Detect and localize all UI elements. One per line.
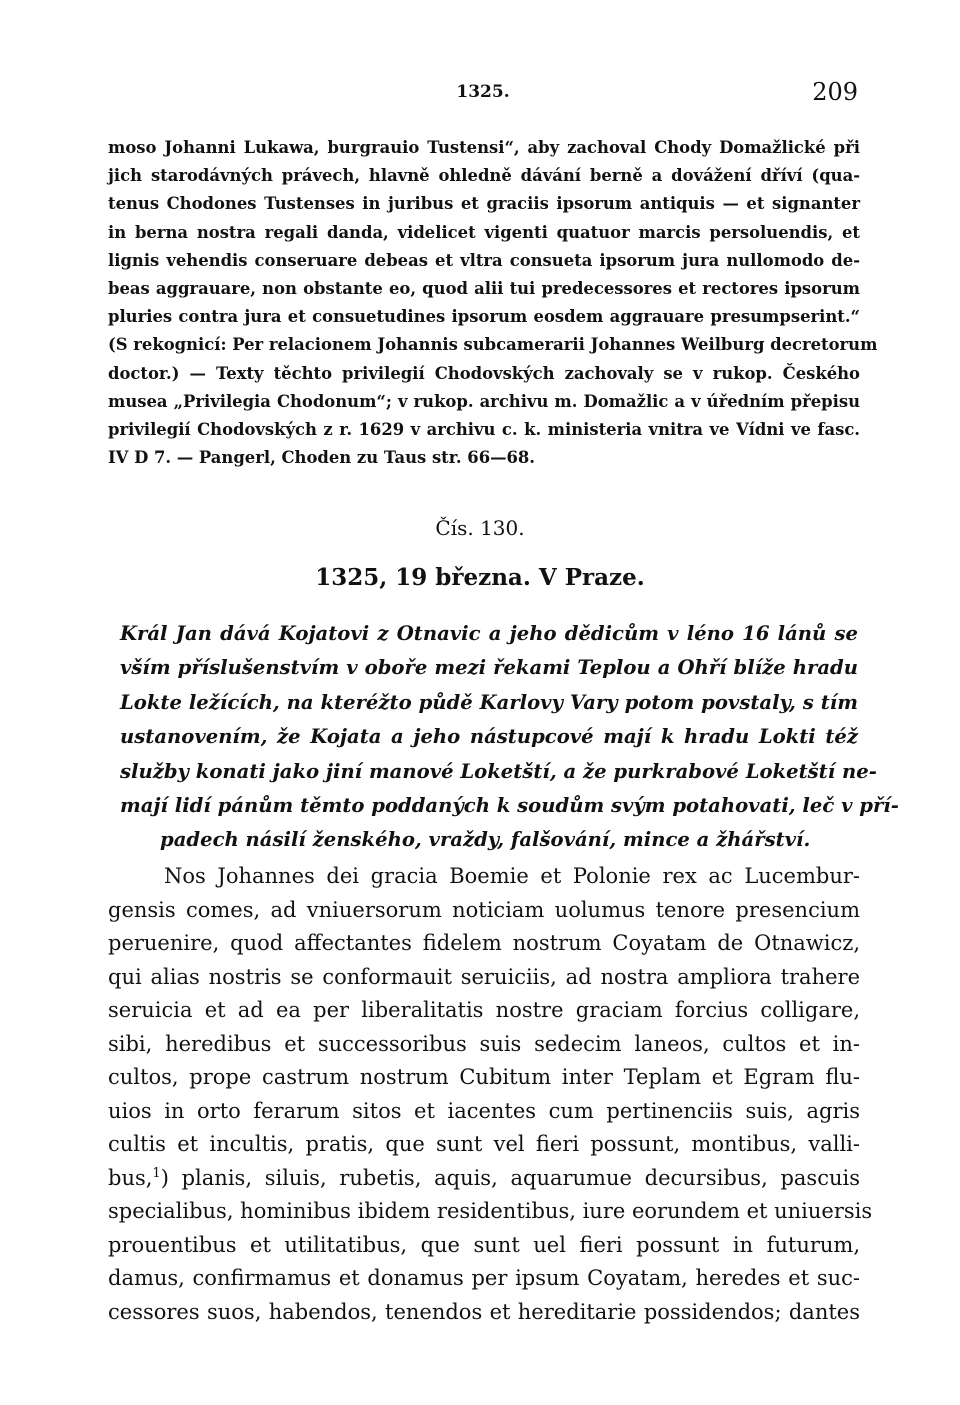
text-line: cultis et incultis, pratis, que sunt vel fieri possunt, montibus, valli- bbox=[108, 1132, 860, 1156]
text-line: qui alias nostris se conformauit seruiciis, ad nostra ampliora trahere bbox=[108, 964, 860, 989]
header-year: 1325. bbox=[456, 82, 510, 102]
summary-line: mají lidí pánům těmto poddaných k soudům svým potahovati, leč v pří- bbox=[120, 794, 899, 818]
note-line: beas aggrauare, non obstante eo, quod alii tui predecessores et rectores ipsorum bbox=[108, 279, 860, 299]
text-line: prouentibus et utilitatibus, que sunt uel fieri possunt in futurum, bbox=[108, 1232, 860, 1257]
note-line: moso Johanni Lukawa, burgrauio Tustensi“, aby zachoval Chody Domažlické při bbox=[108, 138, 860, 157]
note-line: tenus Chodones Tustenses in juribus et graciis ipsorum antiquis — et signanter bbox=[108, 194, 860, 214]
text-fragment: ) planis, siluis, rubetis, aquis, aquarumue decursibus, pascuis bbox=[160, 1165, 860, 1190]
note-line: privilegií Chodovských z r. 1629 v archivu c. k. ministeria vnitra ve Vídni ve fasc. bbox=[108, 420, 860, 440]
preceding-notes bbox=[108, 134, 878, 472]
page-number: 209 bbox=[812, 78, 858, 106]
text-line: gensis comes, ad vniuersorum noticiam uolumus tenore presencium bbox=[108, 897, 860, 922]
text-line: sibi, heredibus et successoribus suis sedecim laneos, cultos et in- bbox=[108, 1031, 860, 1056]
note-line: lignis vehendis conseruare debeas et vltra consueta ipsorum jura nullomodo de- bbox=[108, 250, 860, 270]
note-line: doctor.) — Texty těchto privilegií Chodovských zachovaly se v rukop. Českého bbox=[108, 363, 860, 383]
text-fragment: bus, bbox=[108, 1165, 153, 1190]
note-line: jich starodávných právech, hlavně ohledně dávání berně a dovážení dříví (qua- bbox=[108, 166, 860, 186]
summary-line: vším příslušenstvím v oboře mezi řekami Teplou a Ohří blíže hradu bbox=[120, 656, 858, 680]
text-line: damus, confirmamus et donamus per ipsum Coyatam, heredes et suc- bbox=[108, 1266, 860, 1290]
text-line: Nos Johannes dei gracia Boemie et Polonie rex ac Lucembur- bbox=[164, 864, 860, 888]
text-line: cultos, prope castrum nostrum Cubitum inter Teplam et Egram flu- bbox=[108, 1065, 860, 1089]
note-line: IV D 7. — Pangerl, Choden zu Taus str. 66—68. bbox=[108, 448, 536, 468]
summary-line: služby konati jako jiní manové Loketští, a že purkrabové Loketští ne- bbox=[120, 759, 877, 783]
text-line: peruenire, quod affectantes fidelem nostrum Coyatam de Otnawicz, bbox=[108, 931, 860, 955]
document-number: Čís. 130. bbox=[435, 516, 525, 540]
text-line: cessores suos, habendos, tenendos et hereditarie possidendos; dantes bbox=[108, 1299, 860, 1324]
document-date: 1325, 19 března. V Praze. bbox=[315, 564, 645, 591]
text-line-with-footnote bbox=[108, 1162, 860, 1196]
summary-line: Král Jan dává Kojatovi z Otnavic a jeho dědicům v léno 16 lánů se bbox=[120, 622, 858, 645]
note-line: pluries contra jura et consuetudines ipsorum eosdem aggrauare presumpserint.“ bbox=[108, 307, 860, 327]
note-line: musea „Privilegia Chodonum“; v rukop. archivu m. Domažlic a v úředním přepisu bbox=[108, 391, 860, 411]
text-line: seruicia et ad ea per liberalitatis nostre graciam forcius colligare, bbox=[108, 998, 860, 1022]
charter-text bbox=[108, 860, 873, 1329]
note-line: (S rekognicí: Per relacionem Johannis subcamerarii Johannes Weilburg decretorum bbox=[108, 335, 878, 355]
summary-line: Lokte ležících, na kteréžto půdě Karlovy Vary potom povstaly, s tím bbox=[120, 690, 858, 714]
summary-line: padech násilí ženského, vraždy, falšování, mince a žhářství. bbox=[160, 828, 811, 852]
footnote-reference[interactable]: 1 bbox=[152, 1165, 161, 1181]
text-line: uios in orto ferarum sitos et iacentes cum pertinenciis suis, agris bbox=[108, 1098, 860, 1123]
summary-line: ustanovením, že Kojata a jeho nástupcové mají k hradu Lokti též bbox=[120, 725, 858, 749]
text-line: specialibus, hominibus ibidem residentibus, iure eorundem et uniuersis bbox=[108, 1199, 873, 1223]
document-summary bbox=[120, 617, 899, 858]
note-line: in berna nostra regali danda, videlicet vigenti quatuor marcis persoluendis, et bbox=[108, 222, 860, 242]
running-header bbox=[108, 78, 858, 110]
